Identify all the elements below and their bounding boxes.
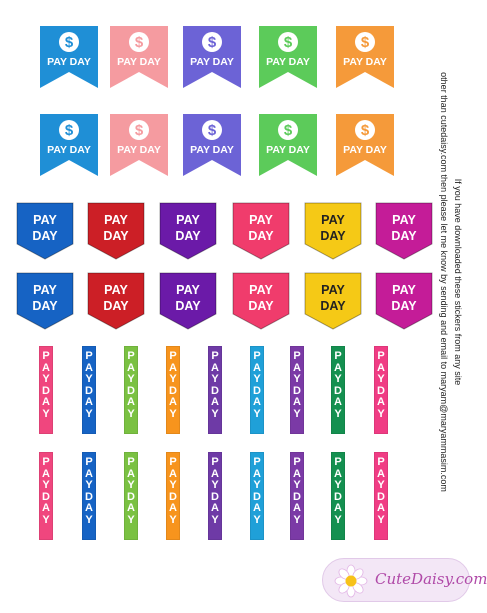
dollar-sign: $ bbox=[207, 122, 217, 139]
shield-label-line-2: DAY bbox=[320, 299, 346, 313]
strip-letter: A bbox=[334, 502, 342, 514]
banner-shape bbox=[183, 26, 241, 88]
banner-shape bbox=[336, 114, 394, 176]
strip-letter: P bbox=[42, 350, 50, 362]
strip-letter: Y bbox=[293, 407, 301, 420]
strip-letter: P bbox=[85, 456, 93, 468]
strip-letter: Y bbox=[377, 513, 385, 526]
strip-letter: P bbox=[211, 456, 219, 468]
banner-label: PAY DAY bbox=[47, 144, 91, 156]
strip-letter: A bbox=[169, 396, 177, 408]
payday-shield-sticker bbox=[16, 272, 74, 330]
shield-shape bbox=[87, 202, 145, 260]
strip-letter: Y bbox=[85, 407, 93, 420]
payday-strip-sticker bbox=[331, 346, 345, 434]
shield-label-line-2: DAY bbox=[32, 299, 58, 313]
strip-label bbox=[332, 351, 344, 420]
strip-letter: P bbox=[169, 456, 177, 468]
strip-label bbox=[332, 457, 344, 526]
strip-label bbox=[209, 351, 221, 420]
strip-label bbox=[125, 351, 137, 420]
shield-label-line-2: DAY bbox=[248, 299, 274, 313]
payday-shield-sticker bbox=[87, 272, 145, 330]
shield-shape bbox=[159, 202, 217, 260]
strip-letter: Y bbox=[85, 373, 93, 385]
banner-label: PAY DAY bbox=[343, 144, 387, 156]
strip-letter: Y bbox=[293, 373, 301, 385]
cutedaisy-logo bbox=[322, 558, 487, 602]
banner-label: PAY DAY bbox=[190, 56, 234, 68]
shield-label-line-1: PAY bbox=[104, 213, 128, 227]
strip-letter: A bbox=[127, 396, 135, 408]
strip-label bbox=[291, 351, 303, 420]
payday-strip-sticker bbox=[39, 452, 53, 540]
banner-shape bbox=[110, 114, 168, 176]
copyright-note-line-2: other than cutedaisy.com then please let me know by sending and email to maryam@maryammasim.com bbox=[439, 72, 449, 492]
shield-label-line-1: PAY bbox=[321, 283, 345, 297]
strip-letter: D bbox=[85, 490, 93, 503]
strip-letter: A bbox=[127, 361, 135, 374]
strip-letter: Y bbox=[127, 479, 135, 491]
strip-letter: Y bbox=[211, 479, 219, 491]
banner-shape bbox=[259, 114, 317, 176]
payday-shield-sticker bbox=[304, 272, 362, 330]
shield-label-line-2: DAY bbox=[103, 229, 129, 243]
strip-letter: Y bbox=[169, 513, 177, 526]
payday-strip-sticker bbox=[331, 452, 345, 540]
strip-letter: A bbox=[42, 361, 50, 374]
strip-letter: Y bbox=[377, 407, 385, 420]
payday-banner-sticker bbox=[259, 114, 317, 176]
strip-label bbox=[83, 457, 95, 526]
payday-strip-sticker bbox=[82, 452, 96, 540]
strip-label bbox=[167, 457, 179, 526]
banner-label: PAY DAY bbox=[117, 56, 161, 68]
payday-banner-sticker bbox=[183, 114, 241, 176]
payday-strip-sticker bbox=[166, 452, 180, 540]
shield-label-line-2: DAY bbox=[175, 299, 201, 313]
payday-strip-sticker bbox=[166, 346, 180, 434]
strip-letter: D bbox=[293, 490, 301, 503]
dollar-sign: $ bbox=[64, 122, 74, 139]
payday-shield-sticker bbox=[16, 202, 74, 260]
daisy-flower-icon bbox=[335, 565, 367, 597]
payday-banner-sticker bbox=[110, 114, 168, 176]
strip-letter: A bbox=[211, 396, 219, 408]
strip-letter: P bbox=[253, 456, 261, 468]
banner-shape bbox=[336, 26, 394, 88]
strip-letter: A bbox=[42, 467, 50, 480]
dollar-sign: $ bbox=[207, 34, 217, 51]
strip-letter: Y bbox=[42, 373, 50, 385]
strip-letter: P bbox=[211, 350, 219, 362]
dollar-sign: $ bbox=[64, 34, 74, 51]
strip-letter: A bbox=[334, 361, 342, 374]
shield-label-line-1: PAY bbox=[176, 283, 200, 297]
strip-letter: Y bbox=[293, 479, 301, 491]
payday-banner-sticker bbox=[110, 26, 168, 88]
payday-strip-sticker bbox=[82, 346, 96, 434]
strip-letter: A bbox=[377, 467, 385, 480]
strip-letter: Y bbox=[253, 513, 261, 526]
strip-letter: Y bbox=[169, 373, 177, 385]
strip-letter: D bbox=[334, 490, 342, 503]
dollar-sign: $ bbox=[134, 34, 144, 51]
strip-letter: Y bbox=[253, 407, 261, 420]
logo-text: CuteDaisy.com bbox=[375, 570, 487, 588]
strip-letter: Y bbox=[42, 513, 50, 526]
strip-letter: P bbox=[293, 350, 301, 362]
banner-shape bbox=[40, 114, 98, 176]
strip-letter: Y bbox=[253, 373, 261, 385]
strip-letter: P bbox=[127, 456, 135, 468]
strip-letter: A bbox=[293, 396, 301, 408]
strip-letter: A bbox=[253, 467, 261, 480]
strip-letter: Y bbox=[169, 479, 177, 491]
strip-letter: D bbox=[169, 384, 177, 397]
strip-letter: A bbox=[85, 361, 93, 374]
strip-letter: Y bbox=[334, 407, 342, 420]
shield-label-line-1: PAY bbox=[321, 213, 345, 227]
strip-label bbox=[83, 351, 95, 420]
payday-banner-sticker bbox=[40, 26, 98, 88]
strip-letter: P bbox=[334, 456, 342, 468]
strip-letter: A bbox=[253, 396, 261, 408]
strip-label bbox=[375, 351, 387, 420]
strip-letter: A bbox=[211, 361, 219, 374]
banner-shape bbox=[110, 26, 168, 88]
strip-label bbox=[251, 351, 263, 420]
strip-letter: P bbox=[253, 350, 261, 362]
shield-shape bbox=[87, 272, 145, 330]
shield-label-line-2: DAY bbox=[248, 229, 274, 243]
payday-strip-sticker bbox=[124, 346, 138, 434]
strip-letter: P bbox=[169, 350, 177, 362]
strip-letter: Y bbox=[211, 407, 219, 420]
strip-letter: A bbox=[42, 396, 50, 408]
banner-shape bbox=[40, 26, 98, 88]
strip-letter: D bbox=[42, 384, 50, 397]
strip-letter: A bbox=[253, 502, 261, 514]
strip-letter: D bbox=[42, 490, 50, 503]
payday-shield-sticker bbox=[159, 272, 217, 330]
strip-letter: Y bbox=[85, 513, 93, 526]
strip-label bbox=[40, 457, 52, 526]
shield-label-line-1: PAY bbox=[33, 283, 57, 297]
banner-label: PAY DAY bbox=[117, 144, 161, 156]
payday-strip-sticker bbox=[208, 452, 222, 540]
strip-letter: D bbox=[127, 490, 135, 503]
payday-strip-sticker bbox=[124, 452, 138, 540]
shield-shape bbox=[159, 272, 217, 330]
strip-letter: D bbox=[169, 490, 177, 503]
dollar-sign: $ bbox=[283, 34, 293, 51]
shield-label-line-1: PAY bbox=[249, 283, 273, 297]
strip-label bbox=[167, 351, 179, 420]
shield-label-line-1: PAY bbox=[176, 213, 200, 227]
strip-letter: A bbox=[377, 361, 385, 374]
payday-shield-sticker bbox=[304, 202, 362, 260]
payday-strip-sticker bbox=[290, 452, 304, 540]
payday-shield-sticker bbox=[232, 272, 290, 330]
strip-letter: D bbox=[377, 490, 385, 503]
shield-label-line-2: DAY bbox=[391, 229, 417, 243]
strip-letter: Y bbox=[377, 479, 385, 491]
strip-letter: Y bbox=[127, 373, 135, 385]
copyright-note bbox=[425, 2, 465, 562]
payday-banner-sticker bbox=[336, 114, 394, 176]
shield-label-line-1: PAY bbox=[33, 213, 57, 227]
strip-letter: D bbox=[253, 490, 261, 503]
shield-label-line-2: DAY bbox=[32, 229, 58, 243]
strip-letter: A bbox=[85, 467, 93, 480]
payday-shield-sticker bbox=[87, 202, 145, 260]
strip-label bbox=[125, 457, 137, 526]
strip-letter: Y bbox=[211, 513, 219, 526]
payday-strip-sticker bbox=[250, 452, 264, 540]
strip-letter: A bbox=[377, 502, 385, 514]
payday-banner-sticker bbox=[183, 26, 241, 88]
dollar-sign: $ bbox=[360, 34, 370, 51]
strip-label bbox=[375, 457, 387, 526]
strip-letter: A bbox=[334, 396, 342, 408]
strip-letter: A bbox=[127, 467, 135, 480]
strip-letter: Y bbox=[42, 479, 50, 491]
strip-letter: P bbox=[334, 350, 342, 362]
strip-letter: A bbox=[211, 502, 219, 514]
banner-label: PAY DAY bbox=[47, 56, 91, 68]
payday-banner-sticker bbox=[336, 26, 394, 88]
shield-shape bbox=[304, 272, 362, 330]
strip-letter: A bbox=[169, 361, 177, 374]
strip-letter: A bbox=[169, 467, 177, 480]
banner-label: PAY DAY bbox=[266, 144, 310, 156]
strip-letter: Y bbox=[334, 373, 342, 385]
strip-letter: D bbox=[211, 384, 219, 397]
payday-strip-sticker bbox=[208, 346, 222, 434]
payday-strip-sticker bbox=[39, 346, 53, 434]
strip-letter: D bbox=[85, 384, 93, 397]
dollar-sign: $ bbox=[360, 122, 370, 139]
strip-letter: A bbox=[334, 467, 342, 480]
shield-shape bbox=[16, 272, 74, 330]
shield-label-line-2: DAY bbox=[320, 229, 346, 243]
strip-label bbox=[251, 457, 263, 526]
payday-strip-sticker bbox=[290, 346, 304, 434]
strip-letter: A bbox=[85, 396, 93, 408]
strip-letter: Y bbox=[293, 513, 301, 526]
payday-banner-sticker bbox=[259, 26, 317, 88]
banner-label: PAY DAY bbox=[266, 56, 310, 68]
strip-letter: A bbox=[293, 502, 301, 514]
strip-letter: P bbox=[85, 350, 93, 362]
strip-letter: A bbox=[253, 361, 261, 374]
strip-letter: Y bbox=[127, 407, 135, 420]
strip-letter: Y bbox=[169, 407, 177, 420]
strip-letter: Y bbox=[85, 479, 93, 491]
shield-label-line-1: PAY bbox=[249, 213, 273, 227]
dollar-sign: $ bbox=[134, 122, 144, 139]
shield-label-line-2: DAY bbox=[175, 229, 201, 243]
strip-letter: Y bbox=[42, 407, 50, 420]
shield-label-line-2: DAY bbox=[391, 299, 417, 313]
shield-shape bbox=[232, 202, 290, 260]
dollar-sign: $ bbox=[283, 122, 293, 139]
strip-letter: P bbox=[127, 350, 135, 362]
payday-banner-sticker bbox=[40, 114, 98, 176]
strip-letter: D bbox=[211, 490, 219, 503]
strip-letter: Y bbox=[334, 513, 342, 526]
shield-shape bbox=[304, 202, 362, 260]
strip-letter: A bbox=[293, 361, 301, 374]
strip-letter: A bbox=[211, 467, 219, 480]
strip-letter: D bbox=[253, 384, 261, 397]
banner-shape bbox=[183, 114, 241, 176]
shield-label-line-1: PAY bbox=[392, 213, 416, 227]
shield-shape bbox=[16, 202, 74, 260]
banner-shape bbox=[259, 26, 317, 88]
copyright-note-line-1: If you have downloaded these stickers from any site bbox=[453, 178, 463, 386]
strip-letter: D bbox=[377, 384, 385, 397]
strip-letter: D bbox=[334, 384, 342, 397]
shield-label-line-1: PAY bbox=[104, 283, 128, 297]
strip-letter: Y bbox=[127, 513, 135, 526]
strip-letter: P bbox=[42, 456, 50, 468]
banner-label: PAY DAY bbox=[190, 144, 234, 156]
banner-label: PAY DAY bbox=[343, 56, 387, 68]
strip-letter: A bbox=[377, 396, 385, 408]
strip-letter: D bbox=[127, 384, 135, 397]
shield-label-line-1: PAY bbox=[392, 283, 416, 297]
strip-letter: A bbox=[169, 502, 177, 514]
strip-letter: P bbox=[377, 456, 385, 468]
strip-letter: Y bbox=[211, 373, 219, 385]
strip-letter: P bbox=[293, 456, 301, 468]
strip-letter: A bbox=[42, 502, 50, 514]
payday-strip-sticker bbox=[374, 452, 388, 540]
payday-shield-sticker bbox=[159, 202, 217, 260]
strip-letter: A bbox=[127, 502, 135, 514]
strip-letter: Y bbox=[253, 479, 261, 491]
strip-letter: A bbox=[293, 467, 301, 480]
shield-label-line-2: DAY bbox=[103, 299, 129, 313]
strip-letter: Y bbox=[377, 373, 385, 385]
strip-letter: P bbox=[377, 350, 385, 362]
strip-label bbox=[291, 457, 303, 526]
strip-label bbox=[209, 457, 221, 526]
strip-letter: A bbox=[85, 502, 93, 514]
payday-strip-sticker bbox=[250, 346, 264, 434]
payday-strip-sticker bbox=[374, 346, 388, 434]
payday-shield-sticker bbox=[232, 202, 290, 260]
shield-shape bbox=[232, 272, 290, 330]
strip-label bbox=[40, 351, 52, 420]
strip-letter: D bbox=[293, 384, 301, 397]
strip-letter: Y bbox=[334, 479, 342, 491]
